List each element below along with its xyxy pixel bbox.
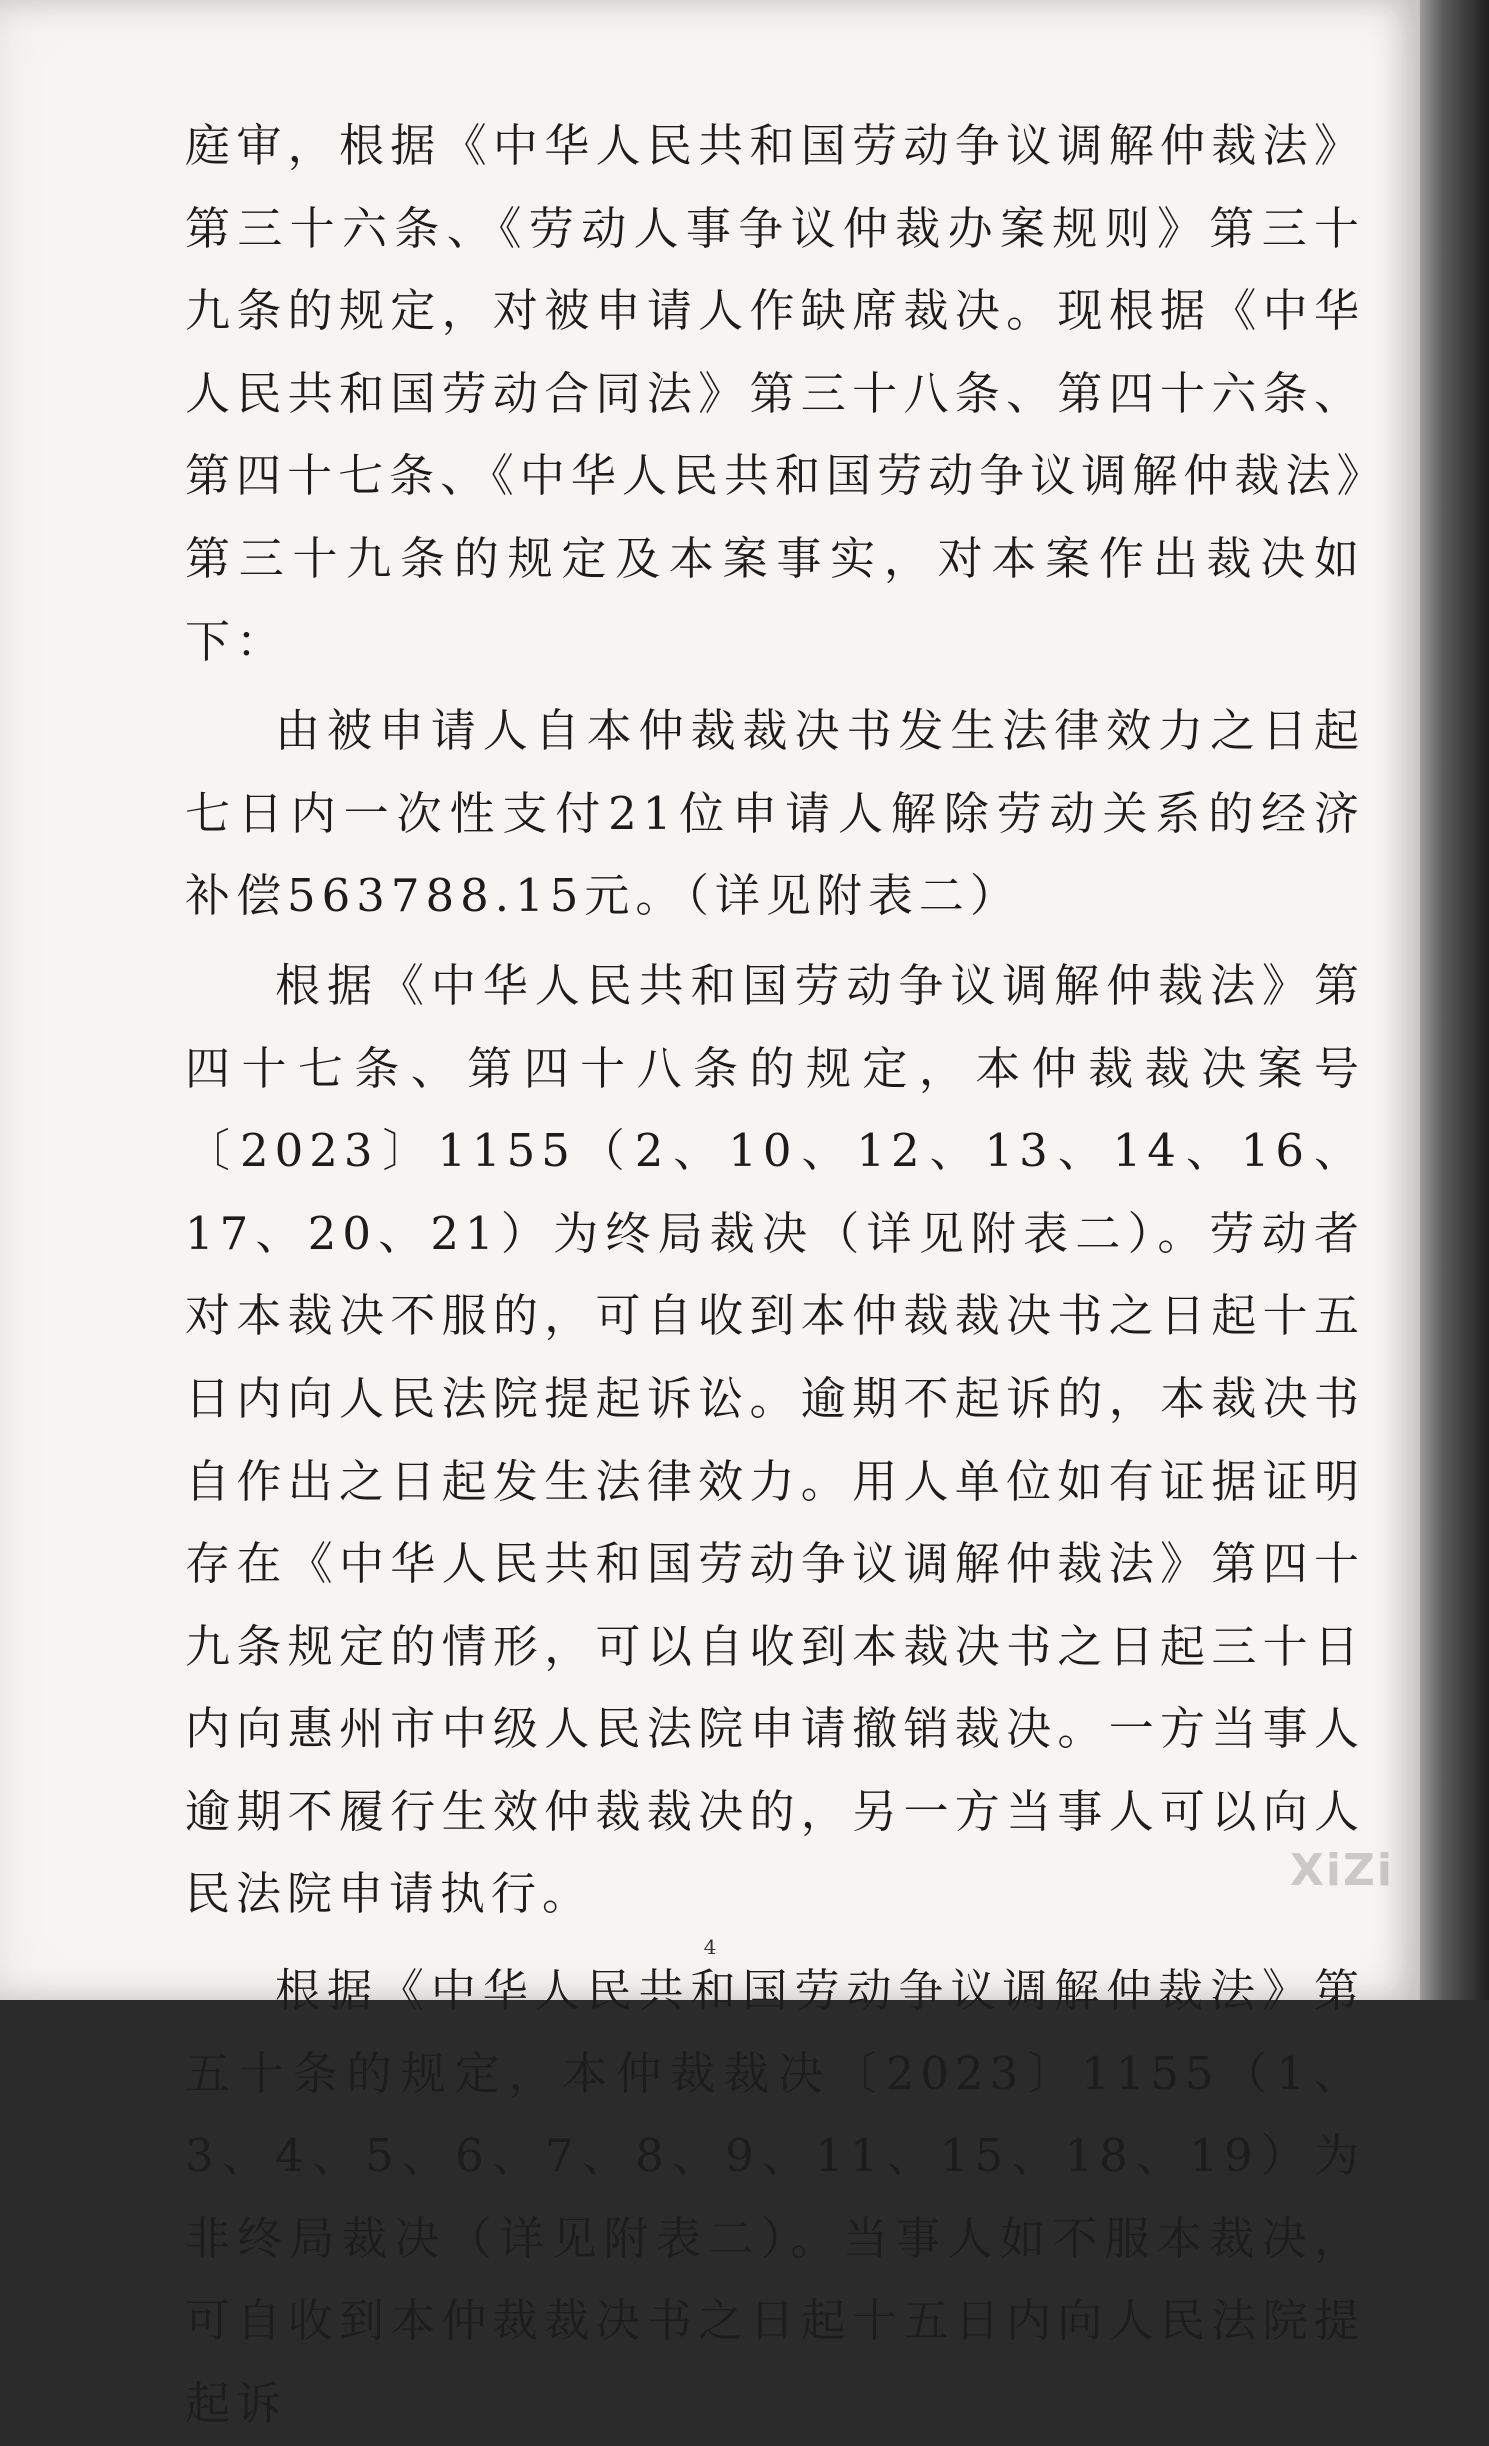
document-body (185, 105, 1365, 2446)
paragraph-non-final-ruling: 根据《中华人民共和国劳动争议调解仲裁法》第五十条的规定，本仲裁裁决〔2023〕1155（1、3、4、5、6、7、8、9、11、15、18、19）为非终局裁决（详见附表二）。当事人如不服本裁决，可自收到本仲裁裁决书之日起十五日内向人民法院提起诉 (185, 1964, 1365, 2431)
paragraph-ruling: 由被申请人自本仲裁裁决书发生法律效力之日起七日内一次性支付21位申请人解除劳动关系的经济补偿563788.15元。（详见附表二） (185, 704, 1365, 923)
watermark: XiZi (1290, 1845, 1394, 1896)
scan-edge-shadow (1420, 0, 1489, 2000)
paragraph-adjudication-basis: 庭审，根据《中华人民共和国劳动争议调解仲裁法》第三十六条、《劳动人事争议仲裁办案规则》第三十九条的规定，对被申请人作缺席裁决。现根据《中华人民共和国劳动合同法》第三十八条、第四十六条、第四十七条、《中华人民共和国劳动争议调解仲裁法》第三十九条的规定及本案事实，对本案作出裁决如下： (185, 119, 1365, 668)
paragraph-final-ruling: 根据《中华人民共和国劳动争议调解仲裁法》第四十七条、第四十八条的规定，本仲裁裁决案号〔2023〕1155（2、10、12、13、14、16、17、20、21）为终局裁决（详见附表二）。劳动者对本裁决不服的，可自收到本仲裁裁决书之日起十五日内向人民法院提起诉讼。逾期不起诉的，本裁决书自作出之日起发生法律效力。用人单位如有证据证明存在《中华人民共和国劳动争议调解仲裁法》第四十九条规定的情形，可以自收到本裁决书之日起三十日内向惠州市中级人民法院申请撤销裁决。一方当事人逾期不履行生效仲裁裁决的，另一方当事人可以向人民法院申请执行。 (185, 958, 1365, 1921)
page-number: 4 (703, 1935, 717, 1959)
